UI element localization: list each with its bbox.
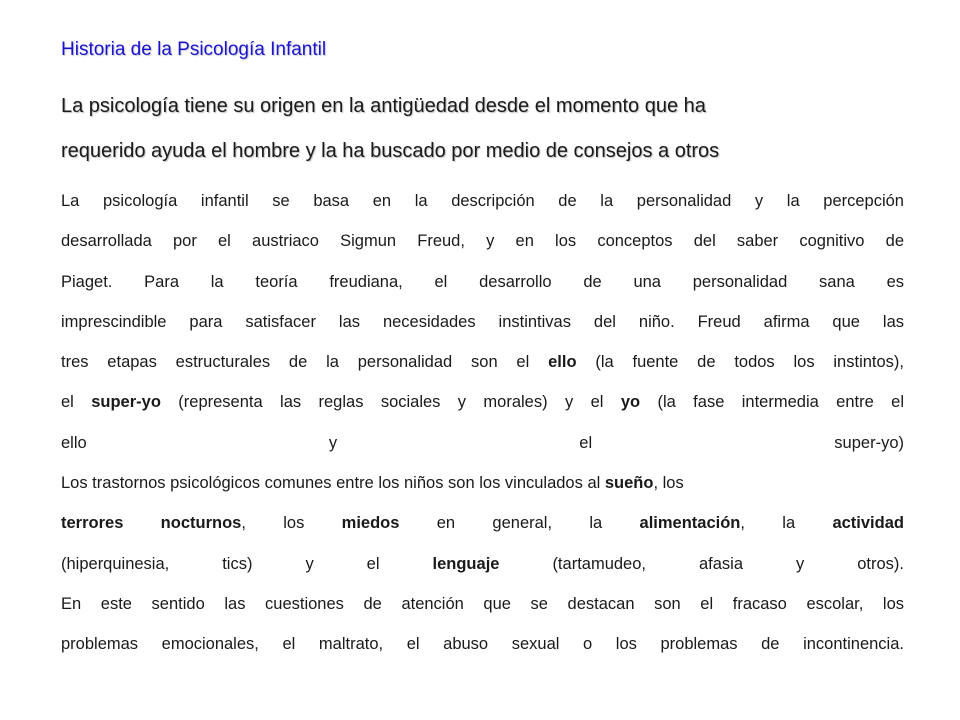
text-segment: (la fuente de todos los instintos), [576,353,904,372]
body-line [61,503,904,543]
text-segment: En este sentido las cuestiones de atención que se destacan son el fracaso escolar, los [61,594,904,613]
emphasis-term: yo [620,393,641,412]
emphasis-term: super-yo [91,393,161,412]
body-line [61,221,904,261]
body-line [61,181,904,221]
body-line [61,544,904,584]
text-segment: (hiperquinesia, tics) y el [61,554,433,573]
subtitle-line: requerido ayuda el hombre y la ha buscado por medio de consejos a otros [61,140,720,162]
text-segment: , la [740,514,833,533]
body-line [61,302,904,342]
emphasis-term: sueño [604,474,654,493]
text-segment: , los [241,514,342,533]
slide-subtitle [61,84,901,174]
text-segment: imprescindible para satisfacer las necesidades instintivas del niño. Freud afirma que las [61,312,904,331]
text-segment: Piaget. Para la teoría freudiana, el desarrollo de una personalidad sana es [61,272,904,291]
body-line [61,463,904,503]
text-segment: (tartamudeo, afasia y otros). [499,554,904,573]
body-line [61,624,904,664]
text-segment: desarrollada por el austriaco Sigmun Freud, y en los conceptos del saber cognitivo de [61,232,904,251]
emphasis-term: actividad [832,514,904,533]
body-line [61,262,904,302]
body-line [61,584,904,624]
emphasis-term: alimentación [639,514,741,533]
text-segment: Los trastornos psicológicos comunes entre los niños son los vinculados al [61,474,605,493]
text-segment: ello y el super-yo) [61,433,904,452]
text-segment: , los [653,474,684,493]
body-line [61,423,904,463]
body-text [61,181,904,665]
text-segment: el [61,393,92,412]
emphasis-term: miedos [341,514,400,533]
body-line [61,382,904,422]
text-segment: tres etapas estructurales de la personalidad son el [61,353,549,372]
emphasis-term: terrores nocturnos [61,514,242,533]
slide-title: Historia de la Psicología Infantil [61,39,327,60]
body-line [61,342,904,382]
text-segment: La psicología infantil se basa en la descripción de la personalidad y la percepción [61,192,904,210]
subtitle-line: La psicología tiene su origen en la antigüedad desde el momento que ha [61,95,706,117]
text-segment: en general, la [399,514,640,533]
text-segment: problemas emocionales, el maltrato, el abuso sexual o los problemas de incontinencia. [61,635,904,654]
emphasis-term: ello [548,353,577,372]
emphasis-term: lenguaje [432,554,500,573]
text-segment: (la fase intermedia entre el [640,393,904,412]
text-segment: (representa las reglas sociales y morales) y el [160,393,621,412]
